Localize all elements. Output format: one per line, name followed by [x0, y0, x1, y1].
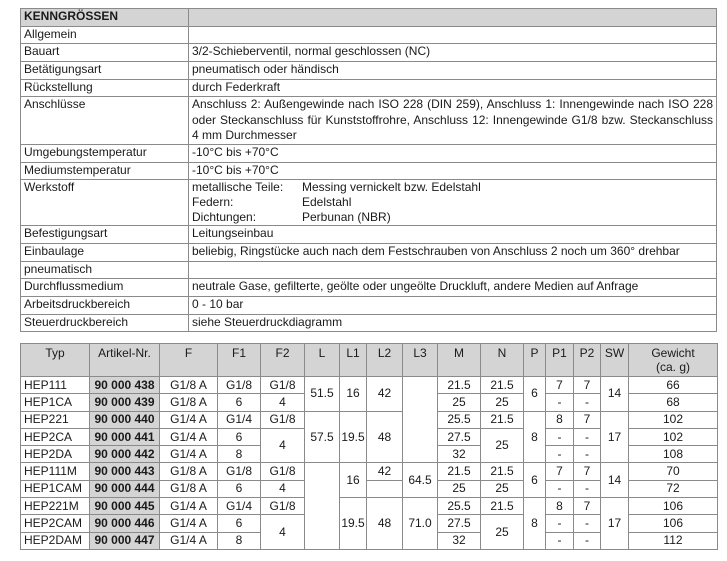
cell-f: G1/4 A — [160, 428, 218, 445]
property-value: 3/2-Schieberventil, normal geschlossen (NC) — [189, 44, 717, 62]
property-row — [21, 244, 717, 262]
property-row — [21, 226, 717, 244]
cell-p2: - — [574, 394, 601, 411]
properties-header-row — [21, 9, 717, 27]
cell-artikel: 90 000 441 — [90, 428, 160, 445]
header-artikel: Artikel-Nr. — [90, 344, 160, 377]
cell-typ: HEP111M — [21, 463, 90, 480]
properties-header-blank — [189, 9, 717, 27]
material-row — [192, 210, 713, 225]
cell-p2: - — [574, 446, 601, 463]
property-value: pneumatisch oder händisch — [189, 62, 717, 80]
property-row — [21, 314, 717, 332]
header-gewicht — [629, 344, 718, 377]
cell-gewicht: 112 — [629, 532, 718, 549]
cell-sw: 17 — [601, 411, 629, 463]
article-table — [20, 343, 718, 550]
cell-artikel: 90 000 442 — [90, 446, 160, 463]
cell-l3-empty — [403, 377, 438, 463]
header-l: L — [305, 344, 340, 377]
cell-gewicht: 68 — [629, 394, 718, 411]
cell-n: 21.5 — [481, 463, 524, 480]
cell-artikel: 90 000 447 — [90, 532, 160, 549]
cell-p2: - — [574, 428, 601, 445]
cell-f: G1/8 A — [160, 377, 218, 394]
cell-sw: 17 — [601, 498, 629, 550]
cell-f1: 6 — [218, 515, 261, 532]
property-label: Werkstoff — [21, 180, 189, 226]
property-row — [21, 62, 717, 80]
property-row — [21, 44, 717, 62]
cell-l1: 19.5 — [340, 411, 367, 463]
property-row — [21, 279, 717, 297]
article-header-row — [21, 344, 718, 377]
cell-f1: 8 — [218, 446, 261, 463]
table-row — [21, 463, 718, 480]
property-value: 0 - 10 bar — [189, 297, 717, 315]
material-value: Edelstahl — [302, 195, 352, 210]
property-row — [21, 261, 717, 279]
header-l1: L1 — [340, 344, 367, 377]
cell-artikel: 90 000 443 — [90, 463, 160, 480]
cell-n: 25 — [481, 480, 524, 497]
cell-f2: G1/8 — [261, 377, 305, 394]
header-p: P — [524, 344, 546, 377]
cell-p: 6 — [524, 463, 546, 498]
cell-l2: 48 — [367, 411, 403, 463]
material-value: Perbunan (NBR) — [302, 210, 391, 225]
cell-f2: G1/8 — [261, 463, 305, 480]
property-value — [189, 261, 717, 279]
cell-m: 25.5 — [438, 498, 481, 515]
property-value: -10°C bis +70°C — [189, 162, 717, 180]
cell-l3: 64.5 — [403, 463, 438, 498]
header-n: N — [481, 344, 524, 377]
cell-typ: HEP2DAM — [21, 532, 90, 549]
header-f1: F1 — [218, 344, 261, 377]
property-value: siehe Steuerdruckdiagramm — [189, 314, 717, 332]
header-m: M — [438, 344, 481, 377]
cell-p2: - — [574, 480, 601, 497]
cell-artikel: 90 000 438 — [90, 377, 160, 394]
cell-m: 27.5 — [438, 515, 481, 532]
property-label: Umgebungstemperatur — [21, 144, 189, 162]
cell-n: 25 — [481, 428, 524, 463]
cell-n: 25 — [481, 515, 524, 550]
cell-f1: 6 — [218, 480, 261, 497]
cell-p1: 8 — [546, 498, 574, 515]
cell-p2: 7 — [574, 377, 601, 394]
cell-l3: 71.0 — [403, 498, 438, 550]
cell-f: G1/4 A — [160, 446, 218, 463]
cell-l2: 48 — [367, 498, 403, 550]
cell-artikel: 90 000 440 — [90, 411, 160, 428]
property-label: Allgemein — [21, 26, 189, 44]
cell-f1: G1/4 — [218, 498, 261, 515]
cell-l: 51.5 — [305, 377, 340, 412]
property-value: -10°C bis +70°C — [189, 144, 717, 162]
cell-f1: 6 — [218, 394, 261, 411]
cell-typ: HEP2CA — [21, 428, 90, 445]
cell-f: G1/8 A — [160, 394, 218, 411]
header-typ: Typ — [21, 344, 90, 377]
property-label: Anschlüsse — [21, 97, 189, 145]
cell-sw: 14 — [601, 463, 629, 498]
property-label: Einbaulage — [21, 244, 189, 262]
cell-n: 21.5 — [481, 498, 524, 515]
property-label: Arbeitsdruckbereich — [21, 297, 189, 315]
cell-p2: 7 — [574, 411, 601, 428]
cell-f2: 4 — [261, 480, 305, 497]
cell-artikel: 90 000 439 — [90, 394, 160, 411]
cell-typ: HEP111 — [21, 377, 90, 394]
table-row — [21, 377, 718, 394]
property-label: Rückstellung — [21, 79, 189, 97]
cell-p2: - — [574, 532, 601, 549]
cell-f1: G1/8 — [218, 463, 261, 480]
cell-gewicht: 106 — [629, 498, 718, 515]
table-row — [21, 411, 718, 428]
cell-l1: 16 — [340, 463, 367, 498]
cell-f2: 4 — [261, 515, 305, 550]
cell-p1: - — [546, 446, 574, 463]
material-value: Messing vernickelt bzw. Edelstahl — [302, 180, 481, 195]
cell-f2: 4 — [261, 428, 305, 463]
cell-n: 21.5 — [481, 411, 524, 428]
property-materials — [189, 180, 717, 226]
header-gewicht-label: Gewicht — [651, 346, 695, 360]
cell-l2-empty — [367, 480, 403, 497]
cell-p2: 7 — [574, 463, 601, 480]
cell-l-empty — [305, 463, 340, 549]
cell-f: G1/4 A — [160, 515, 218, 532]
cell-m: 25 — [438, 480, 481, 497]
cell-f1: G1/8 — [218, 377, 261, 394]
cell-p1: - — [546, 480, 574, 497]
material-row — [192, 180, 713, 195]
header-l2: L2 — [367, 344, 403, 377]
cell-p: 8 — [524, 411, 546, 463]
property-value: beliebig, Ringstücke auch nach dem Festschrauben von Anschluss 2 noch um 360° drehbar — [189, 244, 717, 262]
cell-f: G1/4 A — [160, 498, 218, 515]
cell-l2: 42 — [367, 377, 403, 412]
cell-m: 21.5 — [438, 377, 481, 394]
cell-n: 25 — [481, 394, 524, 411]
property-label: Betätigungsart — [21, 62, 189, 80]
header-gewicht-unit: (ca. g) — [655, 360, 690, 374]
cell-p1: - — [546, 515, 574, 532]
cell-p2: 7 — [574, 498, 601, 515]
property-row — [21, 26, 717, 44]
cell-typ: HEP1CA — [21, 394, 90, 411]
property-label: Bauart — [21, 44, 189, 62]
cell-f2: 4 — [261, 394, 305, 411]
property-label: Befestigungsart — [21, 226, 189, 244]
cell-typ: HEP2DA — [21, 446, 90, 463]
material-label: metallische Teile: — [192, 180, 284, 195]
cell-p1: - — [546, 394, 574, 411]
cell-m: 21.5 — [438, 463, 481, 480]
cell-f2: G1/8 — [261, 498, 305, 515]
property-row — [21, 97, 717, 145]
properties-table — [20, 8, 717, 332]
cell-p: 6 — [524, 377, 546, 412]
cell-gewicht: 66 — [629, 377, 718, 394]
header-p1: P1 — [546, 344, 574, 377]
header-p2: P2 — [574, 344, 601, 377]
cell-f: G1/4 A — [160, 532, 218, 549]
cell-m: 32 — [438, 446, 481, 463]
header-f2: F2 — [261, 344, 305, 377]
cell-f: G1/4 A — [160, 411, 218, 428]
cell-typ: HEP221 — [21, 411, 90, 428]
header-l3: L3 — [403, 344, 438, 377]
cell-gewicht: 70 — [629, 463, 718, 480]
property-value: neutrale Gase, gefilterte, geölte oder ungeölte Druckluft, andere Medien auf Anfrage — [189, 279, 717, 297]
cell-gewicht: 102 — [629, 411, 718, 428]
cell-artikel: 90 000 446 — [90, 515, 160, 532]
cell-p1: 7 — [546, 377, 574, 394]
cell-artikel: 90 000 445 — [90, 498, 160, 515]
cell-m: 25 — [438, 394, 481, 411]
property-row — [21, 79, 717, 97]
material-row — [192, 195, 713, 210]
property-label: Mediumstemperatur — [21, 162, 189, 180]
cell-f1: 8 — [218, 532, 261, 549]
cell-p: 8 — [524, 498, 546, 550]
cell-p1: 7 — [546, 463, 574, 480]
property-value: Anschluss 2: Außengewinde nach ISO 228 (DIN 259), Anschluss 1: Innengewinde nach ISO 228 oder Steckanschluss für Kunststoffrohre, Anschluss 12: Innengewinde G1/8 bzw. Steckanschluss 4 mm Durchmesser — [189, 97, 717, 145]
cell-f: G1/8 A — [160, 463, 218, 480]
property-value — [189, 26, 717, 44]
material-label: Federn: — [192, 195, 234, 210]
cell-m: 27.5 — [438, 428, 481, 445]
cell-gewicht: 108 — [629, 446, 718, 463]
cell-gewicht: 102 — [629, 428, 718, 445]
property-label: pneumatisch — [21, 261, 189, 279]
cell-f2: G1/8 — [261, 411, 305, 428]
property-label: Steuerdruckbereich — [21, 314, 189, 332]
cell-f: G1/8 A — [160, 480, 218, 497]
cell-typ: HEP1CAM — [21, 480, 90, 497]
cell-m: 25.5 — [438, 411, 481, 428]
cell-l1: 16 — [340, 377, 367, 412]
cell-p1: 8 — [546, 411, 574, 428]
cell-f1: G1/4 — [218, 411, 261, 428]
material-label: Dichtungen: — [192, 210, 257, 225]
header-f: F — [160, 344, 218, 377]
property-row — [21, 162, 717, 180]
cell-f1: 6 — [218, 428, 261, 445]
cell-p1: - — [546, 428, 574, 445]
table-row — [21, 498, 718, 515]
property-row — [21, 180, 717, 226]
cell-sw: 14 — [601, 377, 629, 412]
cell-l1: 19.5 — [340, 498, 367, 550]
property-row — [21, 297, 717, 315]
property-value: durch Federkraft — [189, 79, 717, 97]
cell-gewicht: 106 — [629, 515, 718, 532]
property-value: Leitungseinbau — [189, 226, 717, 244]
cell-n: 21.5 — [481, 377, 524, 394]
cell-artikel: 90 000 444 — [90, 480, 160, 497]
header-sw: SW — [601, 344, 629, 377]
property-row — [21, 144, 717, 162]
cell-l: 57.5 — [305, 411, 340, 463]
property-label: Durchflussmedium — [21, 279, 189, 297]
cell-l2: 42 — [367, 463, 403, 480]
cell-m: 32 — [438, 532, 481, 549]
cell-typ: HEP221M — [21, 498, 90, 515]
cell-gewicht: 72 — [629, 480, 718, 497]
cell-p2: - — [574, 515, 601, 532]
cell-p1: - — [546, 532, 574, 549]
properties-title: KENNGRÖSSEN — [21, 9, 189, 27]
cell-typ: HEP2CAM — [21, 515, 90, 532]
